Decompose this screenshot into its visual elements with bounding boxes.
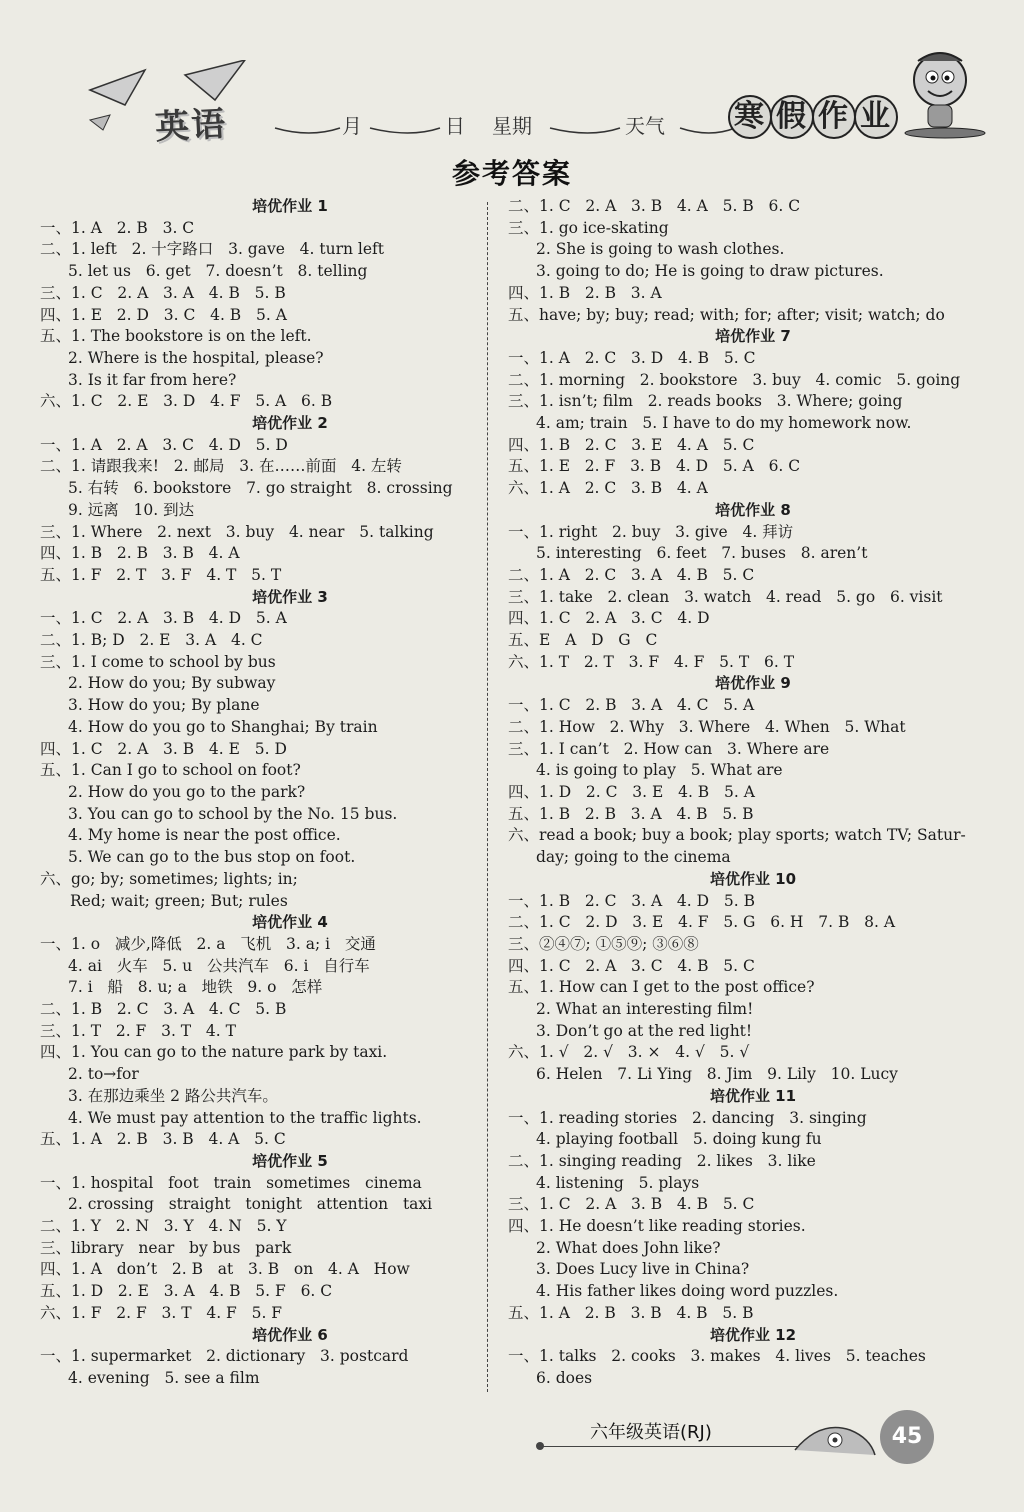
answer-line: 一、1. A 2. C 3. D 4. B 5. C: [508, 348, 756, 367]
answer-line: 四、1. A don’t 2. B at 3. B on 4. A How: [40, 1260, 410, 1279]
answer-line: 六、1. √ 2. √ 3. × 4. √ 5. √: [508, 1043, 750, 1062]
page-header: [0, 0, 1024, 150]
month-label: 月: [342, 114, 362, 138]
answer-line: 四、1. You can go to the nature park by taxi.: [40, 1043, 388, 1062]
subject-title: 英语: [154, 104, 229, 148]
answer-line: 二、1. Y 2. N 3. Y 4. N 5. Y: [40, 1217, 287, 1236]
answer-line: 2. She is going to wash clothes.: [536, 240, 785, 259]
answer-line: 二、1. C 2. A 3. B 4. A 5. B 6. C: [508, 197, 801, 215]
answer-line: 二、1. left 2. 十字路口 3. gave 4. turn left: [40, 240, 385, 259]
answer-line: 六、read a book; buy a book; play sports; watch TV; Satur-: [508, 826, 966, 845]
date-line: [270, 100, 740, 140]
section-title: 培优作业 12: [709, 1325, 797, 1344]
answer-line: 3. Don’t go at the red light!: [536, 1021, 753, 1040]
answer-line: 4. His father likes doing word puzzles.: [536, 1282, 839, 1301]
answer-line: 3. Is it far from here?: [68, 370, 237, 389]
answer-line: day; going to the cinema: [536, 848, 731, 867]
answer-line: 二、1. B; D 2. E 3. A 4. C: [40, 631, 263, 650]
answer-line: 2. How do you; By subway: [68, 674, 276, 693]
answer-line: 二、1. 请跟我来! 2. 邮局 3. 在……前面 4. 左转: [40, 457, 402, 476]
section-title: 培优作业 1: [252, 197, 328, 215]
answer-line: 五、E A D G C: [508, 631, 658, 650]
answer-line: 四、1. He doesn’t like reading stories.: [508, 1217, 806, 1236]
flower-decoration-icon: [790, 1410, 880, 1460]
answer-line: 六、1. C 2. E 3. D 4. F 5. A 6. B: [40, 392, 333, 411]
answer-line: 3. going to do; He is going to draw pictures.: [536, 262, 884, 281]
answer-line: 二、1. How 2. Why 3. Where 4. When 5. What: [508, 717, 906, 736]
footer-rule: [540, 1446, 800, 1447]
answer-line: 三、library near by bus park: [40, 1238, 292, 1257]
page-title: 参考答案: [451, 157, 572, 190]
section-title: 培优作业 10: [709, 869, 797, 888]
day-label: 日: [445, 114, 465, 138]
answer-line: 2. How do you go to the park?: [68, 782, 306, 801]
answer-line: 二、1. C 2. D 3. E 4. F 5. G 6. H 7. B 8. A: [508, 913, 896, 932]
answer-line: 一、1. C 2. B 3. A 4. C 5. A: [508, 696, 755, 715]
answer-line: 三、1. T 2. F 3. T 4. T: [40, 1021, 236, 1040]
answer-line: 一、1. B 2. C 3. A 4. D 5. B: [508, 891, 755, 910]
answer-line: 五、1. How can I get to the post office?: [508, 978, 815, 997]
answer-line: 三、1. Where 2. next 3. buy 4. near 5. talking: [40, 522, 434, 541]
answer-line: 五、1. F 2. T 3. F 4. T 5. T: [40, 565, 282, 584]
answer-line: 一、1. right 2. buy 3. give 4. 拜访: [508, 522, 794, 541]
answer-line: 一、1. talks 2. cooks 3. makes 4. lives 5. teaches: [508, 1347, 926, 1366]
answer-line: 6. Helen 7. Li Ying 8. Jim 9. Lily 10. Lucy: [536, 1065, 898, 1084]
answer-line: 一、1. A 2. A 3. C 4. D 5. D: [40, 435, 288, 454]
answer-line: 3. Does Lucy live in China?: [536, 1260, 750, 1279]
answer-line: 四、1. B 2. B 3. A: [508, 283, 662, 302]
answer-line: 三、1. C 2. A 3. A 4. B 5. B: [40, 283, 286, 302]
answer-line: 五、1. E 2. F 3. B 4. D 5. A 6. C: [508, 457, 801, 476]
answer-line: 3. 在那边乘坐 2 路公共汽车。: [68, 1086, 278, 1105]
answer-line: 四、1. D 2. C 3. E 4. B 5. A: [508, 782, 755, 801]
right-column: [508, 196, 968, 1390]
answer-line: 9. 远离 10. 到达: [68, 500, 195, 519]
answer-line: 一、1. hospital foot train sometimes cinema: [40, 1173, 422, 1192]
section-title: 培优作业 6: [252, 1325, 328, 1344]
answer-line: 4. ai 火车 5. u 公共汽车 6. i 自行车: [68, 956, 370, 975]
answer-line: 六、1. A 2. C 3. B 4. A: [508, 479, 708, 498]
answer-line: 三、1. take 2. clean 3. watch 4. read 5. go 6. visit: [508, 587, 943, 606]
answer-line: 3. You can go to school by the No. 15 bus.: [68, 804, 398, 823]
answer-line: 三、②④⑦; ①⑤⑨; ③⑥⑧: [508, 934, 699, 953]
answer-line: 6. does: [536, 1368, 593, 1387]
left-column: [40, 196, 480, 1390]
section-title: 培优作业 8: [715, 500, 791, 519]
answer-line: 一、1. C 2. A 3. B 4. D 5. A: [40, 609, 287, 628]
answer-line: 二、1. A 2. C 3. A 4. B 5. C: [508, 565, 755, 584]
answer-line: 2. What an interesting film!: [536, 1000, 754, 1019]
answer-line: 三、1. isn’t; film 2. reads books 3. Where; going: [508, 392, 903, 411]
section-title: 培优作业 5: [252, 1151, 328, 1170]
answer-line: 5. We can go to the bus stop on foot.: [68, 848, 356, 867]
section-title: 培优作业 11: [709, 1086, 797, 1105]
grade-label: 六年级英语(RJ): [590, 1422, 712, 1443]
section-title: 培优作业 3: [252, 587, 328, 606]
answer-line: 二、1. singing reading 2. likes 3. like: [508, 1151, 816, 1170]
answer-line: 一、1. supermarket 2. dictionary 3. postcard: [40, 1347, 409, 1366]
answer-line: 4. listening 5. plays: [536, 1173, 700, 1192]
answer-line: 六、1. T 2. T 3. F 4. F 5. T 6. T: [508, 652, 795, 671]
answer-line: 二、1. B 2. C 3. A 4. C 5. B: [40, 1000, 287, 1019]
answer-line: 三、1. C 2. A 3. B 4. B 5. C: [508, 1195, 755, 1214]
answer-line: 二、1. morning 2. bookstore 3. buy 4. comic 5. going: [508, 370, 961, 389]
answer-line: 5. let us 6. get 7. doesn’t 8. telling: [68, 262, 368, 281]
section-title: 培优作业 9: [715, 674, 791, 693]
answer-line: 五、1. Can I go to school on foot?: [40, 761, 301, 780]
answer-line: 六、go; by; sometimes; lights; in;: [40, 869, 298, 888]
answer-line: 三、1. I come to school by bus: [40, 652, 276, 671]
answer-line: 四、1. C 2. A 3. B 4. E 5. D: [40, 739, 287, 758]
mascot-icon: [900, 45, 990, 140]
answer-line: 一、1. A 2. B 3. C: [40, 218, 195, 237]
answer-line: 三、1. I can’t 2. How can 3. Where are: [508, 739, 830, 758]
answer-line: 4. am; train 5. I have to do my homework now.: [536, 414, 912, 433]
answer-line: 四、1. B 2. B 3. B 4. A: [40, 544, 240, 563]
section-title: 培优作业 7: [715, 327, 791, 346]
answer-line: 5. 右转 6. bookstore 7. go straight 8. crossing: [68, 479, 453, 498]
answer-line: 五、1. A 2. B 3. B 4. B 5. B: [508, 1303, 754, 1322]
answer-line: 三、1. go ice-skating: [508, 218, 669, 237]
answer-line: 4. My home is near the post office.: [68, 826, 341, 845]
answer-line: 五、have; by; buy; read; with; for; after; visit; watch; do: [508, 305, 945, 324]
winter-homework-banner: 寒 假 作 业: [728, 95, 928, 135]
answer-line: 2. to→for: [68, 1065, 139, 1084]
answer-line: 一、1. reading stories 2. dancing 3. singing: [508, 1108, 867, 1127]
answer-line: 四、1. C 2. A 3. C 4. B 5. C: [508, 956, 755, 975]
answer-line: 四、1. C 2. A 3. C 4. D: [508, 609, 710, 628]
column-divider: [487, 202, 488, 1392]
answer-line: 五、1. B 2. B 3. A 4. B 5. B: [508, 804, 754, 823]
section-title: 培优作业 2: [252, 414, 328, 433]
answer-line: 五、1. A 2. B 3. B 4. A 5. C: [40, 1130, 286, 1149]
answer-line: 5. interesting 6. feet 7. buses 8. aren’t: [536, 544, 868, 563]
answer-line: 四、1. E 2. D 3. C 4. B 5. A: [40, 305, 287, 324]
answer-line: 4. How do you go to Shanghai; By train: [68, 717, 378, 736]
answer-line: 4. We must pay attention to the traffic lights.: [68, 1108, 422, 1127]
answer-line: 7. i 船 8. u; a 地铁 9. o 怎样: [68, 978, 323, 997]
answer-line: 五、1. D 2. E 3. A 4. B 5. F 6. C: [40, 1282, 333, 1301]
answer-line: 六、1. F 2. F 3. T 4. F 5. F: [40, 1303, 283, 1322]
answer-line: 一、1. o 减少,降低 2. a 飞机 3. a; i 交通: [40, 934, 376, 953]
answer-line: 4. is going to play 5. What are: [536, 761, 783, 780]
answer-line: 3. How do you; By plane: [68, 696, 260, 715]
page-footer: [540, 1410, 1000, 1470]
page-number: 45: [880, 1410, 934, 1464]
answer-line: 四、1. B 2. C 3. E 4. A 5. C: [508, 435, 755, 454]
weather-label: 天气: [625, 114, 665, 138]
section-title: 培优作业 4: [252, 913, 328, 932]
answer-line: Red; wait; green; But; rules: [70, 891, 288, 910]
weekday-label: 星期: [492, 114, 532, 138]
answer-line: 4. playing football 5. doing kung fu: [536, 1130, 822, 1149]
answer-line: 2. What does John like?: [536, 1238, 721, 1257]
answer-line: 2. Where is the hospital, please?: [68, 348, 324, 367]
answer-line: 五、1. The bookstore is on the left.: [40, 327, 312, 346]
answer-line: 4. evening 5. see a film: [68, 1368, 260, 1387]
answer-line: 2. crossing straight tonight attention taxi: [68, 1195, 433, 1214]
